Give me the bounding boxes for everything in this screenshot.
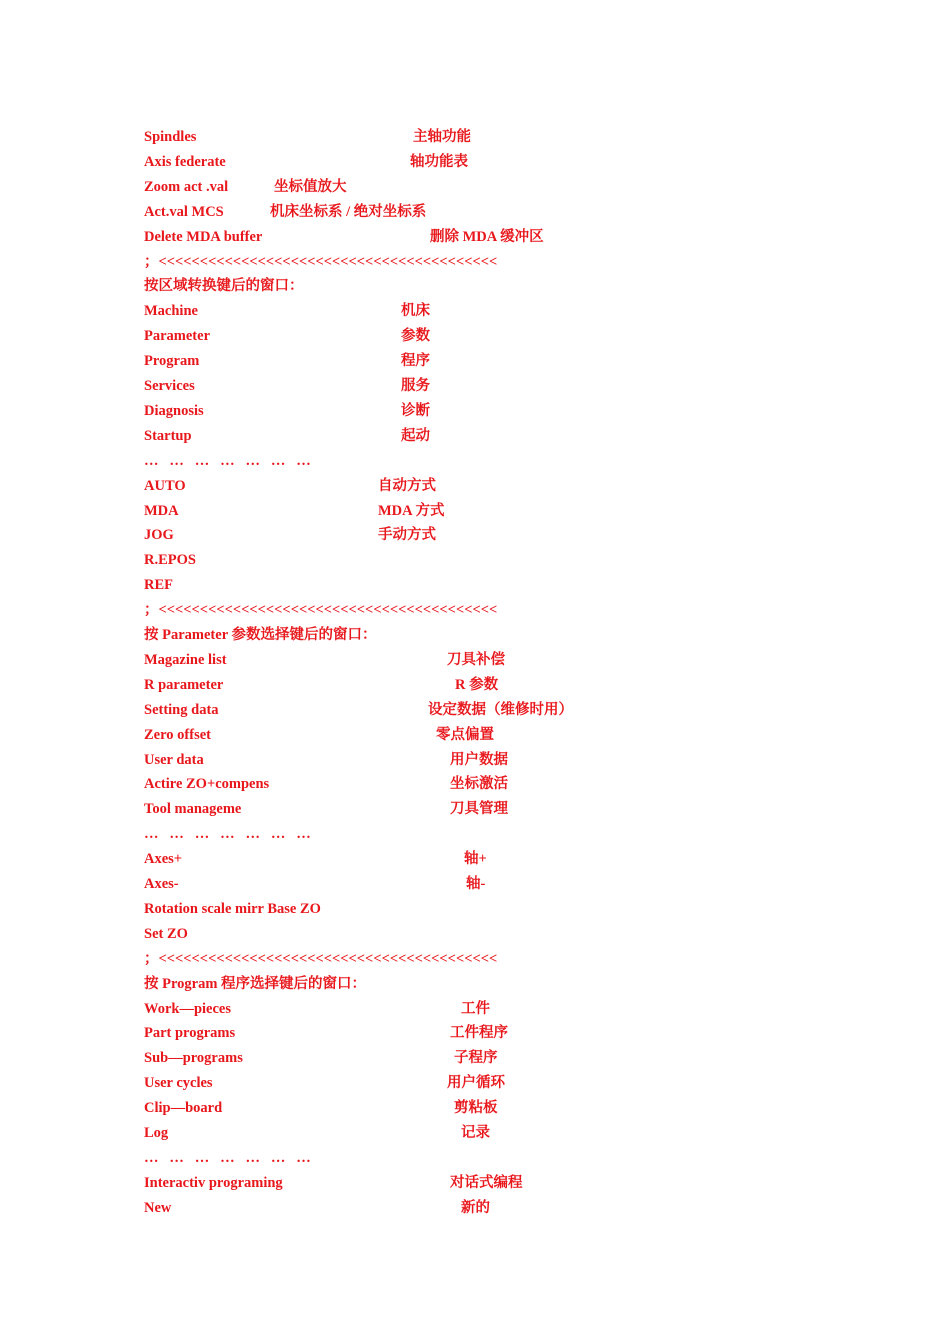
ellipsis-text: … … … … … … … [144,826,311,843]
term-chinese: 坐标值放大 [274,178,347,195]
term-chinese: 坐标激活 [450,776,508,793]
term-english: Log [144,1125,169,1141]
term-english: Setting data [144,701,219,718]
term-chinese: 诊断 [401,402,430,419]
term-english: Part programs [144,1025,236,1042]
term-english: Axes+ [144,851,183,868]
term-english: Work—pieces [144,1000,231,1017]
term-chinese: 工件 [461,1000,490,1017]
term-english: New [144,1199,172,1216]
term-chinese: 轴- [466,876,486,892]
term-chinese: 轴+ [464,851,487,868]
separator-row-text: ；<<<<<<<<<<<<<<<<<<<<<<<<<<<<<<<<<<<<<<<<< [144,602,498,619]
separator-row-text: ；<<<<<<<<<<<<<<<<<<<<<<<<<<<<<<<<<<<<<<<<< [144,950,498,967]
term-english: Zero offset [144,726,211,743]
term-chinese: 机床坐标系 / 绝对坐标系 [270,203,427,220]
term-chinese: 自动方式 [378,477,436,494]
term-chinese: 对话式编程 [450,1174,523,1191]
term-chinese: 主轴功能 [413,129,471,145]
section-heading-text: 按 Program 程序选择键后的窗口： [144,975,367,992]
term-english: Axes- [144,876,179,892]
term-english: Delete MDA buffer [144,228,263,245]
term-english: User cycles [144,1075,213,1092]
term-chinese: 轴功能表 [410,153,468,170]
term-english: JOG [144,527,174,544]
term-english: R parameter [144,676,224,693]
term-chinese: 删除 MDA 缓冲区 [430,228,544,245]
term-chinese: 子程序 [454,1050,498,1067]
section-heading-text: 按 Parameter 参数选择键后的窗口： [144,627,377,643]
term-english: Zoom act .val [144,178,229,195]
term-chinese: 刀具补偿 [447,651,505,668]
term-chinese: 记录 [461,1125,490,1141]
term-english: Tool manageme [144,801,242,818]
term-chinese: MDA 方式 [378,502,445,519]
term-chinese: 新的 [461,1199,490,1216]
term-english: Diagnosis [144,402,204,419]
term-english: Parameter [144,328,211,345]
term-english: MDA [144,502,179,519]
term-chinese: 起动 [401,427,430,444]
term-chinese: 用户循环 [447,1075,505,1092]
term-english: Program [144,353,200,370]
term-chinese: 机床 [401,303,430,320]
term-chinese: 零点偏置 [436,726,494,743]
term-chinese: 程序 [401,353,430,370]
term-english: User data [144,751,204,768]
term-english: Sub—programs [144,1050,243,1067]
term-english: Act.val MCS [144,203,224,220]
section-heading-text: 按区域转换键后的窗口： [144,278,304,295]
term-english: Spindles [144,129,197,145]
term-chinese: 刀具管理 [450,801,508,818]
term-chinese: 剪粘板 [454,1100,498,1117]
term-english: Axis federate [144,153,226,170]
text-row-text: R.EPOS [144,552,196,569]
term-chinese: 服务 [401,378,430,394]
term-english: Machine [144,303,198,320]
term-chinese: R 参数 [455,676,499,693]
term-chinese: 参数 [401,328,430,345]
term-chinese: 设定数据（维修时用） [428,701,573,718]
term-english: Magazine list [144,651,227,668]
term-english: AUTO [144,477,186,494]
term-chinese: 工件程序 [450,1025,508,1042]
text-row-text: Rotation scale mirr Base ZO [144,900,321,917]
term-english: Actire ZO+compens [144,776,270,793]
term-english: Clip—board [144,1100,223,1117]
ellipsis-text: … … … … … … … [144,452,311,469]
term-chinese: 用户数据 [450,751,508,768]
term-english: Startup [144,427,192,444]
text-row-text: REF [144,577,173,594]
ellipsis-text: … … … … … … … [144,1149,311,1166]
term-english: Interactiv programing [144,1174,283,1191]
separator-row-text: ；<<<<<<<<<<<<<<<<<<<<<<<<<<<<<<<<<<<<<<<<< [144,253,498,270]
term-english: Services [144,378,195,394]
term-chinese: 手动方式 [378,527,436,544]
text-row-text: Set ZO [144,925,188,942]
